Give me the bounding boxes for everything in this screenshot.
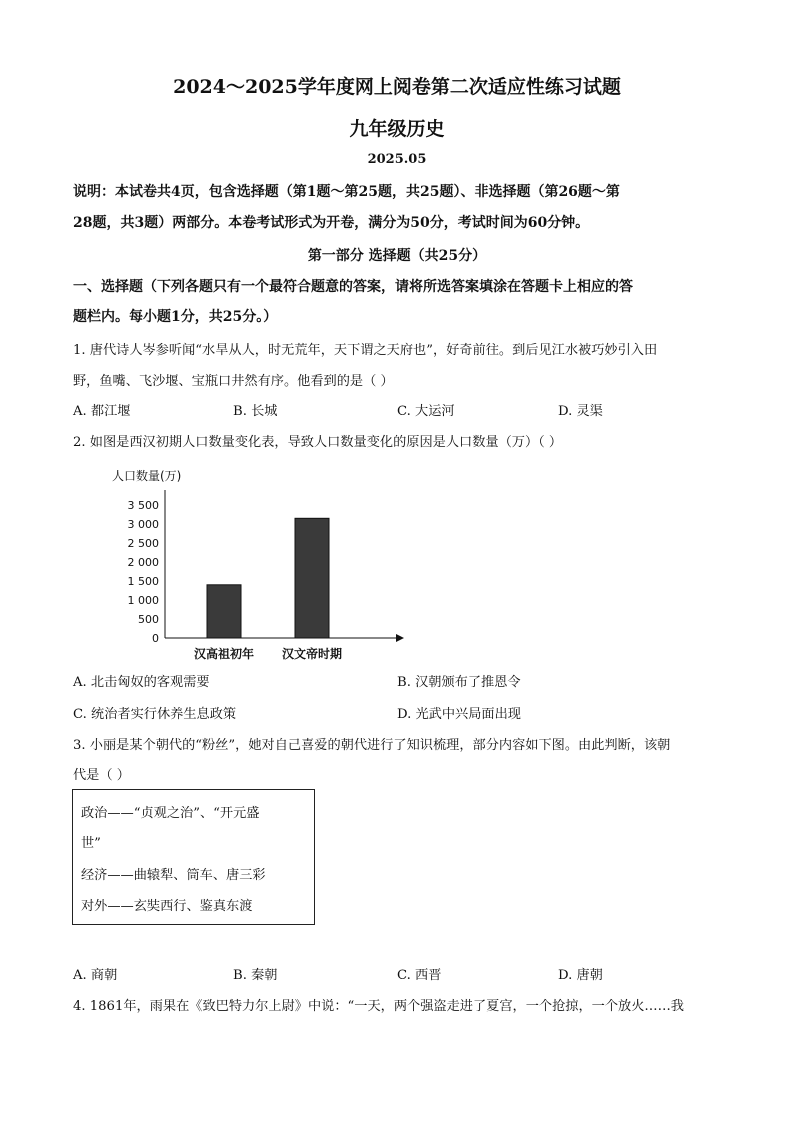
- chart-y-tick-label: 2 500: [127, 537, 159, 550]
- chart-y-tick-label: 3 000: [127, 518, 159, 531]
- question-2-option-a[interactable]: A. 北击匈奴的客观需要: [73, 675, 210, 690]
- question-1-stem-line-2: 野，鱼嘴、飞沙堰、宝瓶口井然有序。他看到的是（ ）: [73, 374, 394, 389]
- question-2-option-d[interactable]: D. 光武中兴局面出现: [397, 707, 521, 722]
- exam-subtitle: 九年级历史: [349, 118, 445, 140]
- question-3-option-b[interactable]: B. 秦朝: [233, 968, 278, 983]
- chart-x-labels: [194, 646, 342, 661]
- question-3-option-c[interactable]: C. 西晋: [397, 968, 442, 983]
- chart-bar: [207, 585, 241, 638]
- chart-x-tick-label: 汉高祖初年: [193, 647, 255, 661]
- question-2-stem: 2. 如图是西汉初期人口数量变化表，导致人口数量变化的原因是人口数量（万）（ ）: [73, 435, 563, 450]
- chart-x-tick-label: 汉文帝时期: [281, 647, 343, 661]
- chart-y-tick-label: 3 500: [127, 499, 159, 512]
- section-title: 第一部分 选择题（共25分）: [307, 248, 487, 264]
- exam-date: 2025.05: [367, 152, 427, 167]
- chart-y-tick-label: 2 000: [127, 556, 159, 569]
- chart-y-tick-label: 0: [152, 632, 159, 645]
- question-3-option-d[interactable]: D. 唐朝: [558, 968, 603, 983]
- exam-title: 2024～2025学年度网上阅卷第二次适应性练习试题: [173, 76, 621, 98]
- chart-y-tick-label: 1 500: [127, 575, 159, 588]
- question-1-option-a[interactable]: A. 都江堰: [73, 404, 131, 419]
- question-3-stem-line-1: 3. 小丽是某个朝代的“粉丝”，她对自己喜爱的朝代进行了知识梳理，部分内容如下图。由此判断，该朝: [73, 738, 671, 753]
- question-1-option-c[interactable]: C. 大运河: [397, 404, 455, 419]
- question-1-stem-line-1: 1. 唐代诗人岑参听闻“水旱从人，时无荒年，天下谓之天府也”，好奇前往。到后见江水被巧妙引入田: [73, 343, 658, 358]
- chart-bars: [207, 518, 329, 638]
- chart-y-ticks: [128, 499, 160, 645]
- chart-y-tick-label: 1 000: [127, 594, 159, 607]
- chart-y-axis-label: 人口数量(万): [112, 469, 182, 483]
- question-3-stem-line-2: 代是（ ）: [73, 768, 130, 783]
- section-heading-line-1: 一、选择题（下列各题只有一个最符合题意的答案，请将所选答案填涂在答题卡上相应的答: [73, 279, 633, 295]
- info-box-line-2: 世”: [81, 836, 101, 851]
- question-2-option-c[interactable]: C. 统治者实行休养生息政策: [73, 707, 237, 722]
- instructions-line-1: 说明：本试卷共4页，包含选择题（第1题～第25题，共25题）、非选择题（第26题～第: [73, 184, 620, 200]
- chart-y-tick-label: 500: [138, 613, 159, 626]
- question-3-option-a[interactable]: A. 商朝: [73, 968, 118, 983]
- info-box-line-3: 经济——曲辕犁、筒车、唐三彩: [81, 868, 266, 883]
- chart-x-axis-arrow: [396, 634, 404, 642]
- question-3-info-box: [72, 789, 315, 925]
- info-box-line-4: 对外——玄奘西行、鉴真东渡: [81, 899, 253, 914]
- question-1-option-b[interactable]: B. 长城: [233, 404, 278, 419]
- info-box-line-1: 政治——“贞观之治”、“开元盛: [81, 806, 260, 821]
- question-1-option-d[interactable]: D. 灵渠: [558, 404, 603, 419]
- question-2-option-b[interactable]: B. 汉朝颁布了推恩令: [397, 675, 521, 690]
- population-bar-chart: [90, 462, 450, 667]
- instructions-line-2: 28题，共3题）两部分。本卷考试形式为开卷，满分为50分，考试时间为60分钟。: [73, 215, 590, 231]
- question-4-stem: 4. 1861年，雨果在《致巴特力尔上尉》中说：“一天，两个强盗走进了夏宫，一个抢掠，一个放火……我: [73, 999, 684, 1014]
- chart-bar: [295, 518, 329, 638]
- section-heading-line-2: 题栏内。每小题1分，共25分。）: [73, 309, 278, 325]
